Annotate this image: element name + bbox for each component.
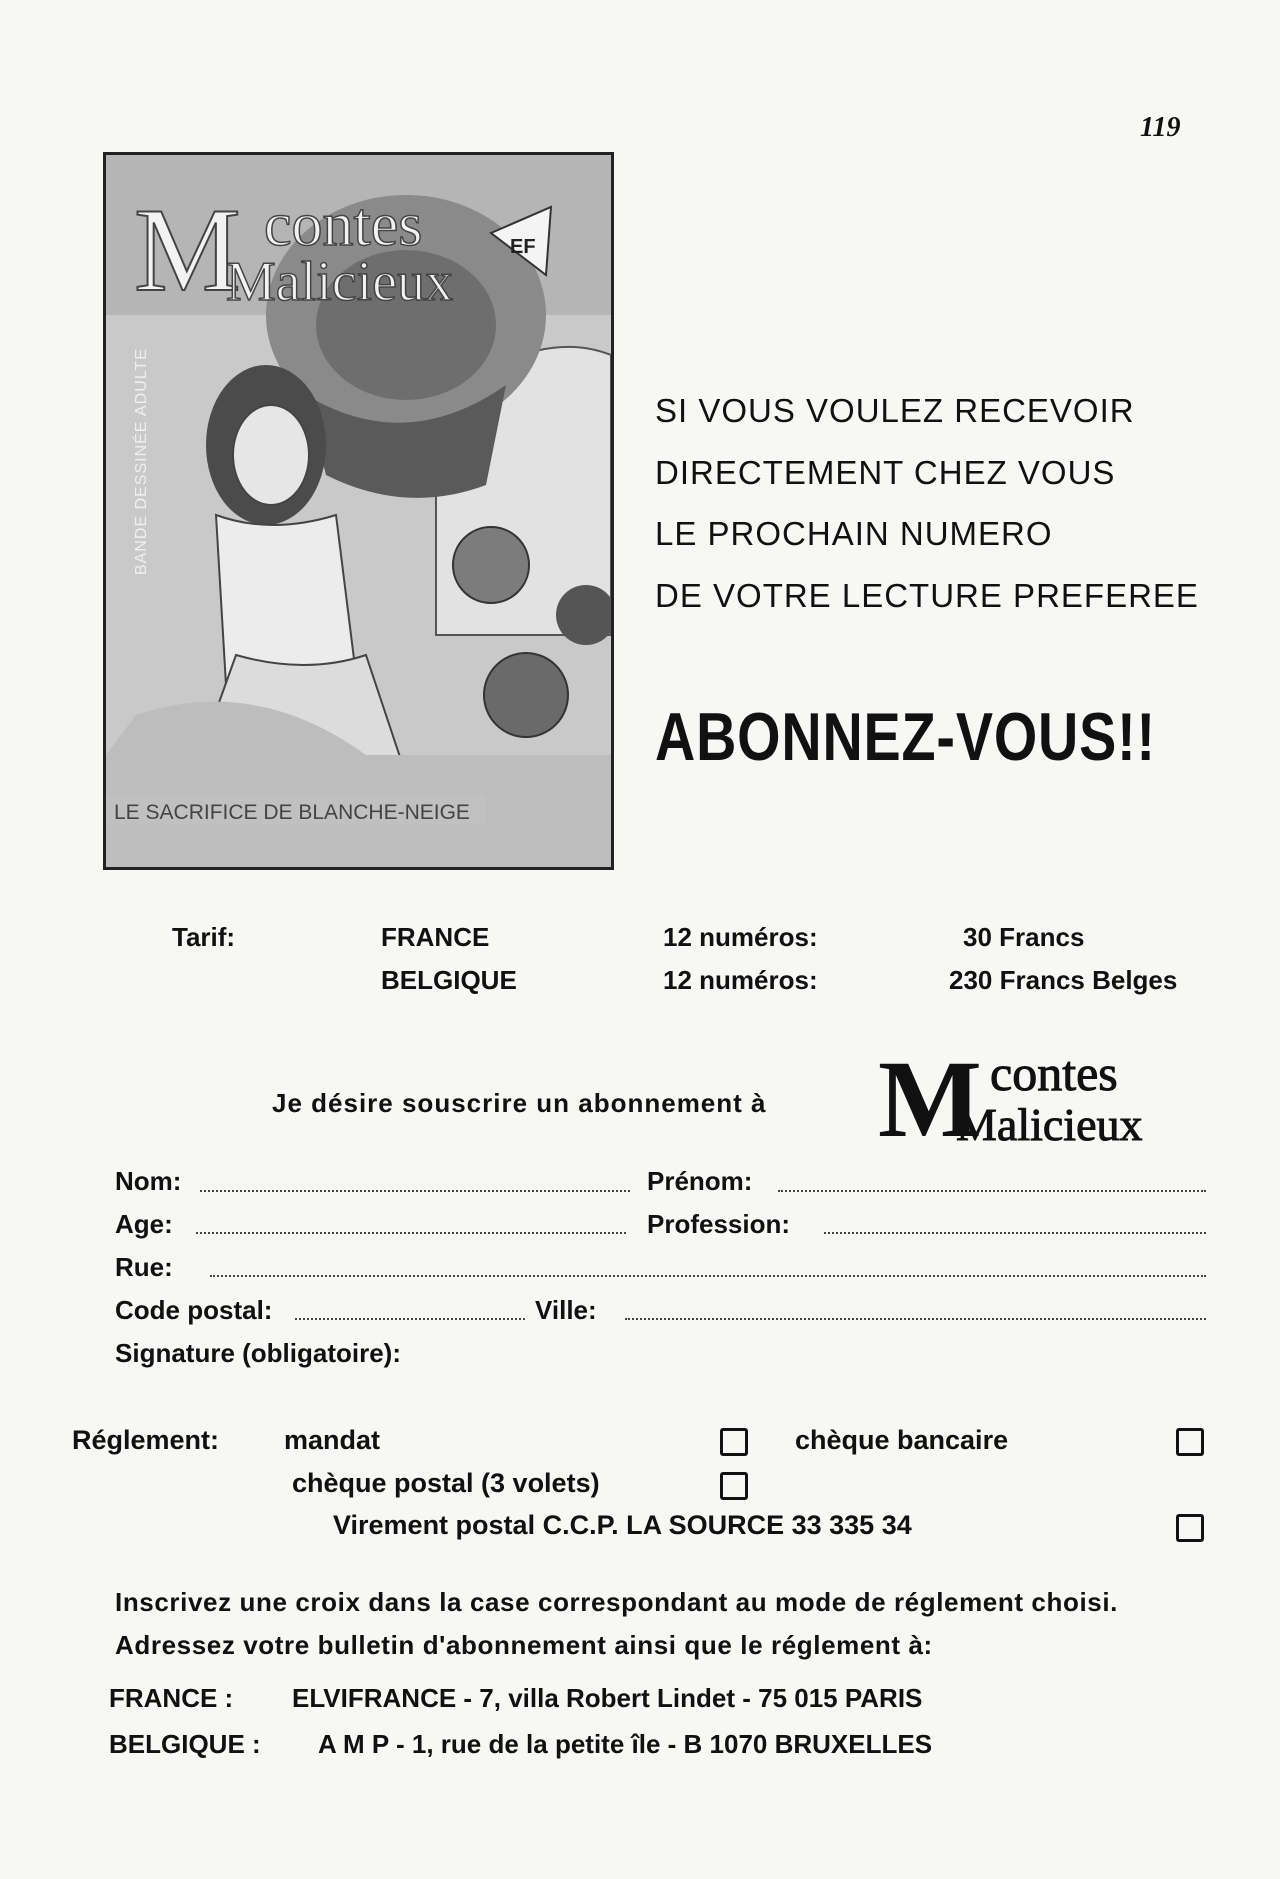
- virement-label: Virement postal C.C.P. LA SOURCE 33 335 34: [333, 1510, 912, 1540]
- subscribe-headline: ABONNEZ-VOUS!!: [655, 699, 1156, 775]
- age-field[interactable]: [196, 1232, 626, 1234]
- address-country: BELGIQUE :: [109, 1729, 261, 1759]
- magazine-cover: [103, 152, 614, 870]
- address-country: FRANCE :: [109, 1683, 234, 1713]
- cheque-bancaire-checkbox[interactable]: [1176, 1428, 1204, 1456]
- cover-logo-line1: contes: [264, 191, 423, 259]
- cheque-postal-label: chèque postal (3 volets): [292, 1468, 600, 1498]
- magazine-logo: [878, 1040, 1188, 1150]
- address-line: ELVIFRANCE - 7, villa Robert Lindet - 75 015 PARIS: [292, 1683, 923, 1713]
- rue-label: Rue:: [115, 1252, 173, 1282]
- tarif-country: BELGIQUE: [381, 965, 517, 995]
- logo-line1: contes: [990, 1045, 1118, 1101]
- ville-field[interactable]: [625, 1318, 1206, 1320]
- logo-line2: Malicieux: [956, 1099, 1143, 1150]
- tarif-country: FRANCE: [381, 922, 490, 952]
- form-intro: Je désire souscrire un abonnement à: [272, 1088, 767, 1118]
- age-label: Age:: [115, 1209, 173, 1239]
- nom-label: Nom:: [115, 1166, 182, 1196]
- cover-logo-initial: M: [134, 183, 241, 316]
- code-postal-field[interactable]: [295, 1318, 525, 1320]
- tarif-label: Tarif:: [172, 922, 236, 952]
- tarif-issues: 12 numéros:: [663, 965, 818, 995]
- pitch-line: DE VOTRE LECTURE PREFEREE: [655, 576, 1199, 614]
- cover-story-title: LE SACRIFICE DE BLANCHE-NEIGE: [114, 801, 470, 824]
- prenom-label: Prénom:: [647, 1166, 753, 1196]
- pitch-line: SI VOUS VOULEZ RECEVOIR: [655, 392, 1135, 429]
- ville-label: Ville:: [535, 1295, 597, 1325]
- logo-initial: M: [878, 1040, 982, 1150]
- instruction-line: Inscrivez une croix dans la case correspondant au mode de réglement choisi.: [115, 1587, 1118, 1617]
- instruction-line: Adressez votre bulletin d'abonnement ainsi que le réglement à:: [115, 1630, 933, 1660]
- tarif-price: 230 Francs Belges: [949, 965, 1178, 995]
- cheque-postal-checkbox[interactable]: [720, 1472, 748, 1500]
- rue-field[interactable]: [210, 1275, 1206, 1277]
- code-postal-label: Code postal:: [115, 1295, 273, 1325]
- mandat-label: mandat: [284, 1425, 381, 1455]
- cover-side-label: BANDE DESSINÉE ADULTE: [133, 348, 150, 575]
- pitch-line: LE PROCHAIN NUMERO: [655, 515, 1053, 552]
- mandat-checkbox[interactable]: [720, 1428, 748, 1456]
- payment-label: Réglement:: [72, 1425, 220, 1455]
- page-number: 119: [1140, 112, 1181, 143]
- profession-field[interactable]: [824, 1232, 1206, 1234]
- address-line: A M P - 1, rue de la petite île - B 1070 BRUXELLES: [318, 1729, 933, 1759]
- prenom-field[interactable]: [778, 1190, 1206, 1192]
- nom-field[interactable]: [200, 1190, 630, 1192]
- cover-logo-line2: Malicieux: [226, 251, 454, 313]
- profession-label: Profession:: [647, 1209, 791, 1239]
- virement-checkbox[interactable]: [1176, 1514, 1204, 1542]
- cover-illustration: [106, 155, 611, 867]
- pitch-text: [655, 380, 1215, 626]
- tarif-price: 30 Francs: [963, 922, 1085, 952]
- cheque-bancaire-label: chèque bancaire: [795, 1425, 1009, 1455]
- tarif-issues: 12 numéros:: [663, 922, 818, 952]
- cover-badge: EF: [510, 236, 536, 258]
- signature-label: Signature (obligatoire):: [115, 1338, 401, 1368]
- pitch-line: DIRECTEMENT CHEZ VOUS: [655, 453, 1116, 491]
